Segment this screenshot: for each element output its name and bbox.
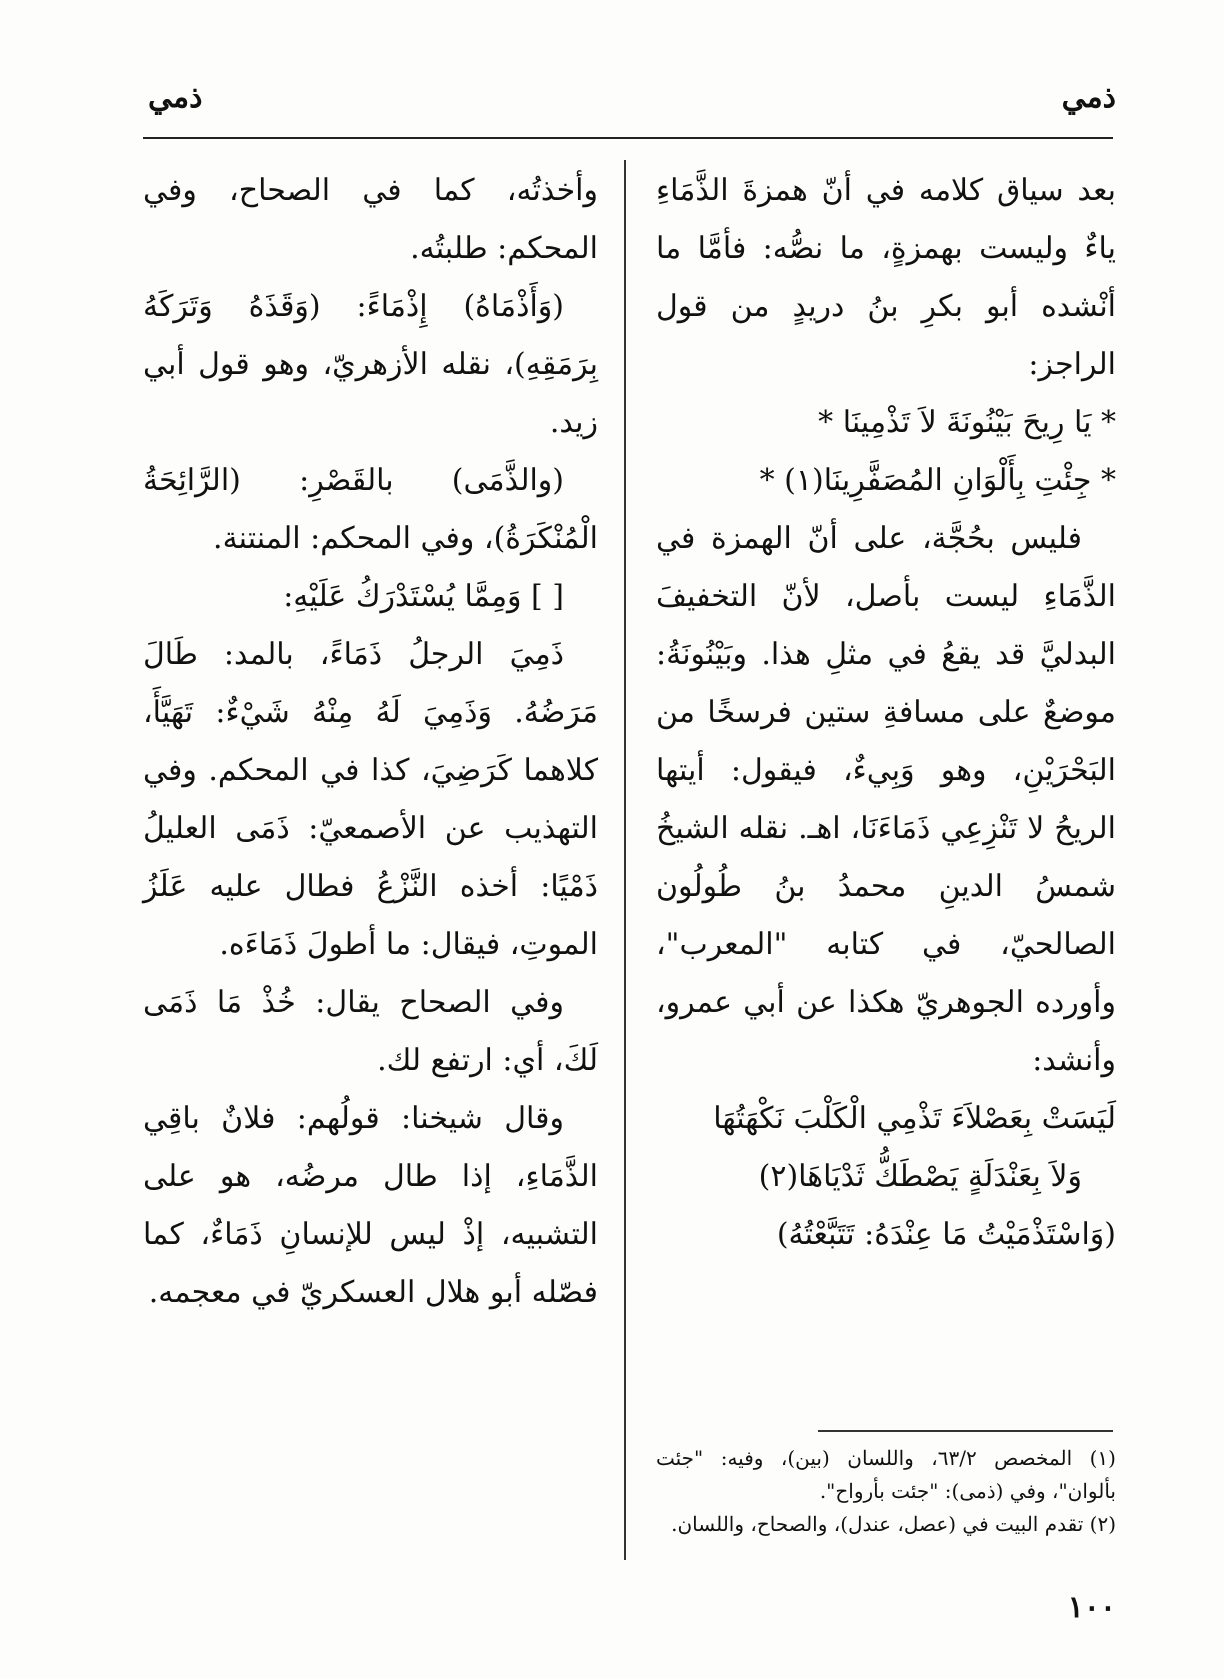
right-column: [656, 162, 1116, 1264]
page-number: ١٠٠: [1067, 1590, 1116, 1625]
verse-line: وَلاَ بِعَنْدَلَةٍ يَصْطَكُّ ثَدْيَاهَا(٢): [758, 1159, 1082, 1194]
verse-line: * يَا رِيحَ بَيْنُونَةَ لاَ تَذْمِينَا *: [818, 405, 1116, 440]
footnote: (١) المخصص ٦٣/٢، واللسان (بين)، وفيه: "جئت بألوان"، وفي (ذمى): "جئت بأرواح".: [656, 1446, 1116, 1503]
left-column: [143, 162, 598, 1322]
head-word-left: ذمي: [148, 80, 203, 115]
paragraph: بعد سياق كلامه في أنّ همزةَ الذَّمَاءِ ياءٌ وليست بهمزةٍ، ما نصُّه: فأمَّا ما أنْشده أبو بكرِ بنُ دريدٍ من قول الراجز:: [656, 173, 1116, 382]
footnote-rule: [818, 1430, 1113, 1432]
verse-line: * جِئْتِ بِأَلْوَانِ المُصَفَّرِينَا(١) *: [759, 463, 1116, 498]
header-rule: [143, 137, 1113, 139]
head-word-right: ذمي: [1061, 80, 1116, 115]
paragraph: فليس بحُجَّة، على أنّ الهمزة في الذَّمَاءِ ليست بأصل، لأنّ التخفيفَ البدليَّ قد يقعُ في مثلِ هذا. وبَيْنُونَةُ: موضعٌ على مسافةِ ستين فرسخًا من البَحْرَيْنِ، وهو وَبِيءٌ، فيقول: أيتها الريحُ لا تَنْزِعِي ذَمَاءَنَا، اهـ. نقله الشيخُ شمسُ الدينِ محمدُ بنُ طُولُون الصالحيّ، في كتابه "المعرب"، وأورده الجوهريّ هكذا عن أبي عمرو، وأنشد:: [656, 521, 1116, 1078]
paragraph: ذَمِيَ الرجلُ ذَمَاءً، بالمد: طَالَ مَرَضُهُ. وَذَمِيَ لَهُ مِنْهُ شَيْءٌ: تَهَيَّأَ، كلاهما كَرَضِيَ، كذا في المحكم. وفي التهذيب عن الأصمعيّ: ذَمَى العليلُ ذَمْيًا: أخذه النَّزْعُ فطال عليه عَلَزُ الموتِ، فيقال: ما أطولَ ذَمَاءَه.: [143, 637, 598, 962]
section-heading: [ ] وَمِمَّا يُسْتَدْرَكُ عَلَيْهِ:: [283, 579, 564, 614]
paragraph: (وَأَذْمَاهُ) إِذْمَاءً: (وَقَذَهُ وَتَرَكَهُ بِرَمَقِهِ)، نقله الأزهريّ، وهو قول أبي زيد.: [143, 289, 598, 440]
verse-line: لَيَسَتْ بِعَصْلاَءَ تَذْمِي الْكَلْبَ نَكْهَتُهَا: [713, 1101, 1116, 1136]
column-separator: [624, 160, 626, 1560]
paragraph: وأخذتُه، كما في الصحاح، وفي المحكم: طلبتُه.: [143, 173, 598, 266]
paragraph: وقال شيخنا: قولُهم: فلانٌ باقِي الذَّمَاءِ، إذا طال مرضُه، هو على التشبيه، إذْ ليس للإنسانِ ذَمَاءٌ، كما فصّله أبو هلال العسكريّ في معجمه.: [143, 1101, 598, 1310]
footnote: (٢) تقدم البيت في (عصل، عندل)، والصحاح، واللسان.: [671, 1512, 1116, 1536]
paragraph: (والذَّمَى) بالقَصْرِ: (الرَّائِحَةُ الْمُنْكَرَةُ)، وفي المحكم: المنتنة.: [143, 463, 598, 556]
verse-line: (وَاسْتَذْمَيْتُ مَا عِنْدَهُ: تَتَبَّعْتُهُ): [776, 1217, 1116, 1252]
footnotes: [656, 1442, 1116, 1541]
paragraph: وفي الصحاح يقال: خُذْ مَا ذَمَى لَكَ، أي: ارتفع لك.: [143, 985, 598, 1078]
